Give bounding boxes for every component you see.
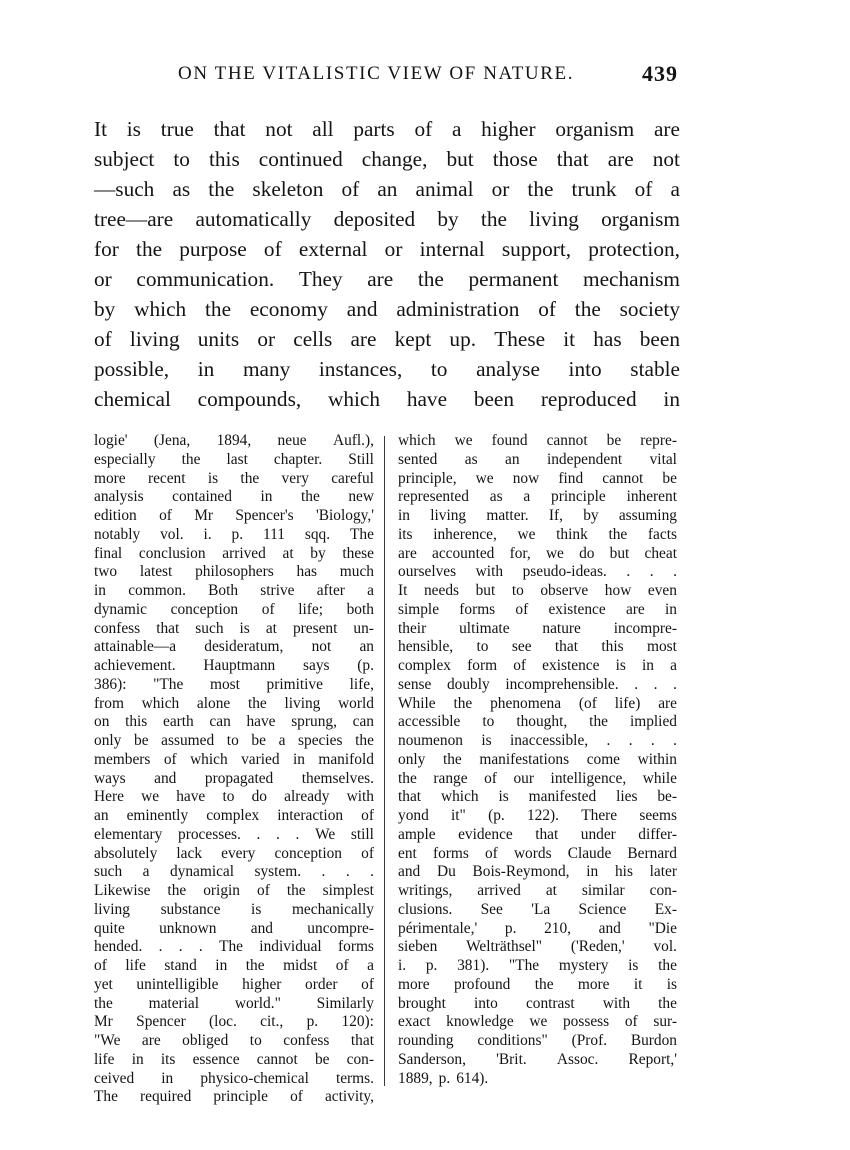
footnote-line: more recent is the very careful [94, 469, 374, 487]
footnote-line: quite unknown and uncompre- [94, 919, 374, 937]
footnote-line: simple forms of existence are in [398, 600, 677, 618]
footnote-line: edition of Mr Spencer's 'Biology,' [94, 507, 374, 524]
footnote-line: dynamic conception of life; both [94, 600, 374, 618]
footnote-line: life in its essence cannot be con- [94, 1050, 374, 1068]
footnote-line: their ultimate nature incompre- [398, 619, 677, 637]
footnote-line: of life stand in the midst of a [94, 957, 374, 974]
footnote-line: ent forms of words Claude Bernard [398, 844, 677, 862]
footnote-line: two latest philosophers has much [94, 563, 374, 581]
footnote-line: ways and propagated themselves. [94, 769, 374, 787]
footnote-line: clusions. See 'La Science Ex- [398, 900, 677, 918]
footnote-line: an eminently complex interaction of [94, 807, 374, 824]
footnote-line: are accounted for, we do but cheat [398, 544, 677, 562]
footnote-line: elementary processes. . . . We still [94, 825, 374, 843]
text-line: by which the economy and administration of the society [94, 297, 680, 321]
footnote-line: rounding conditions" (Prof. Burdon [398, 1032, 677, 1049]
footnote-line: absolutely lack every conception of [94, 844, 374, 862]
footnote-column-right [398, 432, 677, 1088]
footnote-line: exact knowledge we possess of sur- [398, 1013, 677, 1031]
footnote-line: which we found cannot be repre- [398, 432, 677, 449]
footnote-line: 386): "The most primitive life, [94, 675, 374, 693]
footnote-line: its inherence, we think the facts [398, 525, 677, 543]
footnote-line: only be assumed to be a species the [94, 732, 374, 749]
footnote-line: represented as a principle inherent [398, 488, 677, 506]
footnote-line: yet unintelligible higher order of [94, 975, 374, 993]
footnote-line: achievement. Hauptmann says (p. [94, 657, 374, 674]
footnote-line: confess that such is at present un- [94, 619, 374, 637]
footnote-line: members of which varied in manifold [94, 750, 374, 768]
running-title: ON THE VITALISTIC VIEW OF NATURE. [178, 63, 575, 84]
footnote-line: ceived in physico-chemical terms. [94, 1069, 374, 1087]
footnote-line: the material world." Similarly [94, 994, 374, 1012]
footnote-line: living substance is mechanically [94, 900, 374, 918]
footnote-line: 1889, p. 614). [398, 1069, 489, 1087]
footnote-line: sented as an independent vital [398, 450, 677, 468]
footnote-line: more profound the more it is [398, 975, 677, 993]
footnote-line: principle, we now find cannot be [398, 469, 677, 487]
footnote-line: writings, arrived at similar con- [398, 882, 677, 899]
main-body-text [94, 114, 680, 414]
footnote-line: in common. Both strive after a [94, 582, 374, 599]
footnote-line: notably vol. i. p. 111 sqq. The [94, 525, 374, 543]
text-line: —such as the skeleton of an animal or the trunk of a [94, 177, 680, 201]
text-line: chemical compounds, which have been reproduced in [94, 387, 680, 411]
footnote-line: Here we have to do already with [94, 788, 374, 806]
page-number: 439 [642, 61, 678, 86]
text-line: for the purpose of external or internal support, protection, [94, 237, 680, 261]
footnote-line: analysis contained in the new [94, 488, 374, 506]
footnote-line: périmentale,' p. 210, and "Die [398, 919, 677, 937]
footnote-line: i. p. 381). "The mystery is the [398, 957, 677, 974]
footnote-line: The required principle of activity, [94, 1088, 374, 1106]
footnote-line: "We are obliged to confess that [94, 1032, 374, 1049]
column-divider [384, 436, 385, 1086]
footnote-line: logie' (Jena, 1894, neue Aufl.), [94, 432, 374, 449]
footnote-line: sense doubly incomprehensible. . . . [398, 675, 677, 693]
footnote-line: that which is manifested lies be- [398, 788, 677, 806]
footnote-line: from which alone the living world [94, 694, 374, 712]
footnote-line: complex form of existence is in a [398, 657, 677, 674]
footnote-line: especially the last chapter. Still [94, 450, 374, 468]
footnote-line: ourselves with pseudo-ideas. . . . [398, 563, 677, 581]
footnote-line: accessible to thought, the implied [398, 713, 677, 731]
footnote-column-left [94, 432, 374, 1107]
footnote-line: noumenon is inaccessible, . . . . [398, 732, 677, 749]
text-line: subject to this continued change, but those that are not [94, 147, 680, 171]
text-line: tree—are automatically deposited by the living organism [94, 207, 680, 231]
footnote-line: such a dynamical system. . . . [94, 863, 374, 881]
text-line: or communication. They are the permanent mechanism [94, 267, 680, 291]
footnote-line: in living matter. If, by assuming [398, 507, 677, 524]
text-line: of living units or cells are kept up. These it has been [94, 327, 680, 351]
footnote-line: Likewise the origin of the simplest [94, 882, 374, 899]
text-line: possible, in many instances, to analyse into stable [94, 357, 680, 381]
footnote-line: sieben Welträthsel" ('Reden,' vol. [398, 938, 677, 956]
footnote-block [94, 432, 684, 1106]
footnote-line: final conclusion arrived at by these [94, 544, 374, 562]
footnote-line: only the manifestations come within [398, 750, 677, 768]
footnote-line: It needs but to observe how even [398, 582, 677, 599]
footnote-line: ample evidence that under differ- [398, 825, 677, 843]
footnote-line: and Du Bois-Reymond, in his later [398, 863, 677, 881]
footnote-line: Sanderson, 'Brit. Assoc. Report,' [398, 1050, 677, 1068]
footnote-line: the range of our intelligence, while [398, 769, 677, 787]
footnote-line: Mr Spencer (loc. cit., p. 120): [94, 1013, 374, 1031]
running-head [96, 63, 678, 89]
footnote-line: on this earth can have sprung, can [94, 713, 374, 731]
text-line: It is true that not all parts of a higher organism are [94, 117, 680, 141]
footnote-line: brought into contrast with the [398, 994, 677, 1012]
footnote-line: attainable—a desideratum, not an [94, 638, 374, 656]
footnote-line: hended. . . . The individual forms [94, 938, 374, 956]
footnote-line: yond it" (p. 122). There seems [398, 807, 677, 824]
footnote-line: hensible, to see that this most [398, 638, 677, 656]
footnote-line: While the phenomena (of life) are [398, 694, 677, 712]
